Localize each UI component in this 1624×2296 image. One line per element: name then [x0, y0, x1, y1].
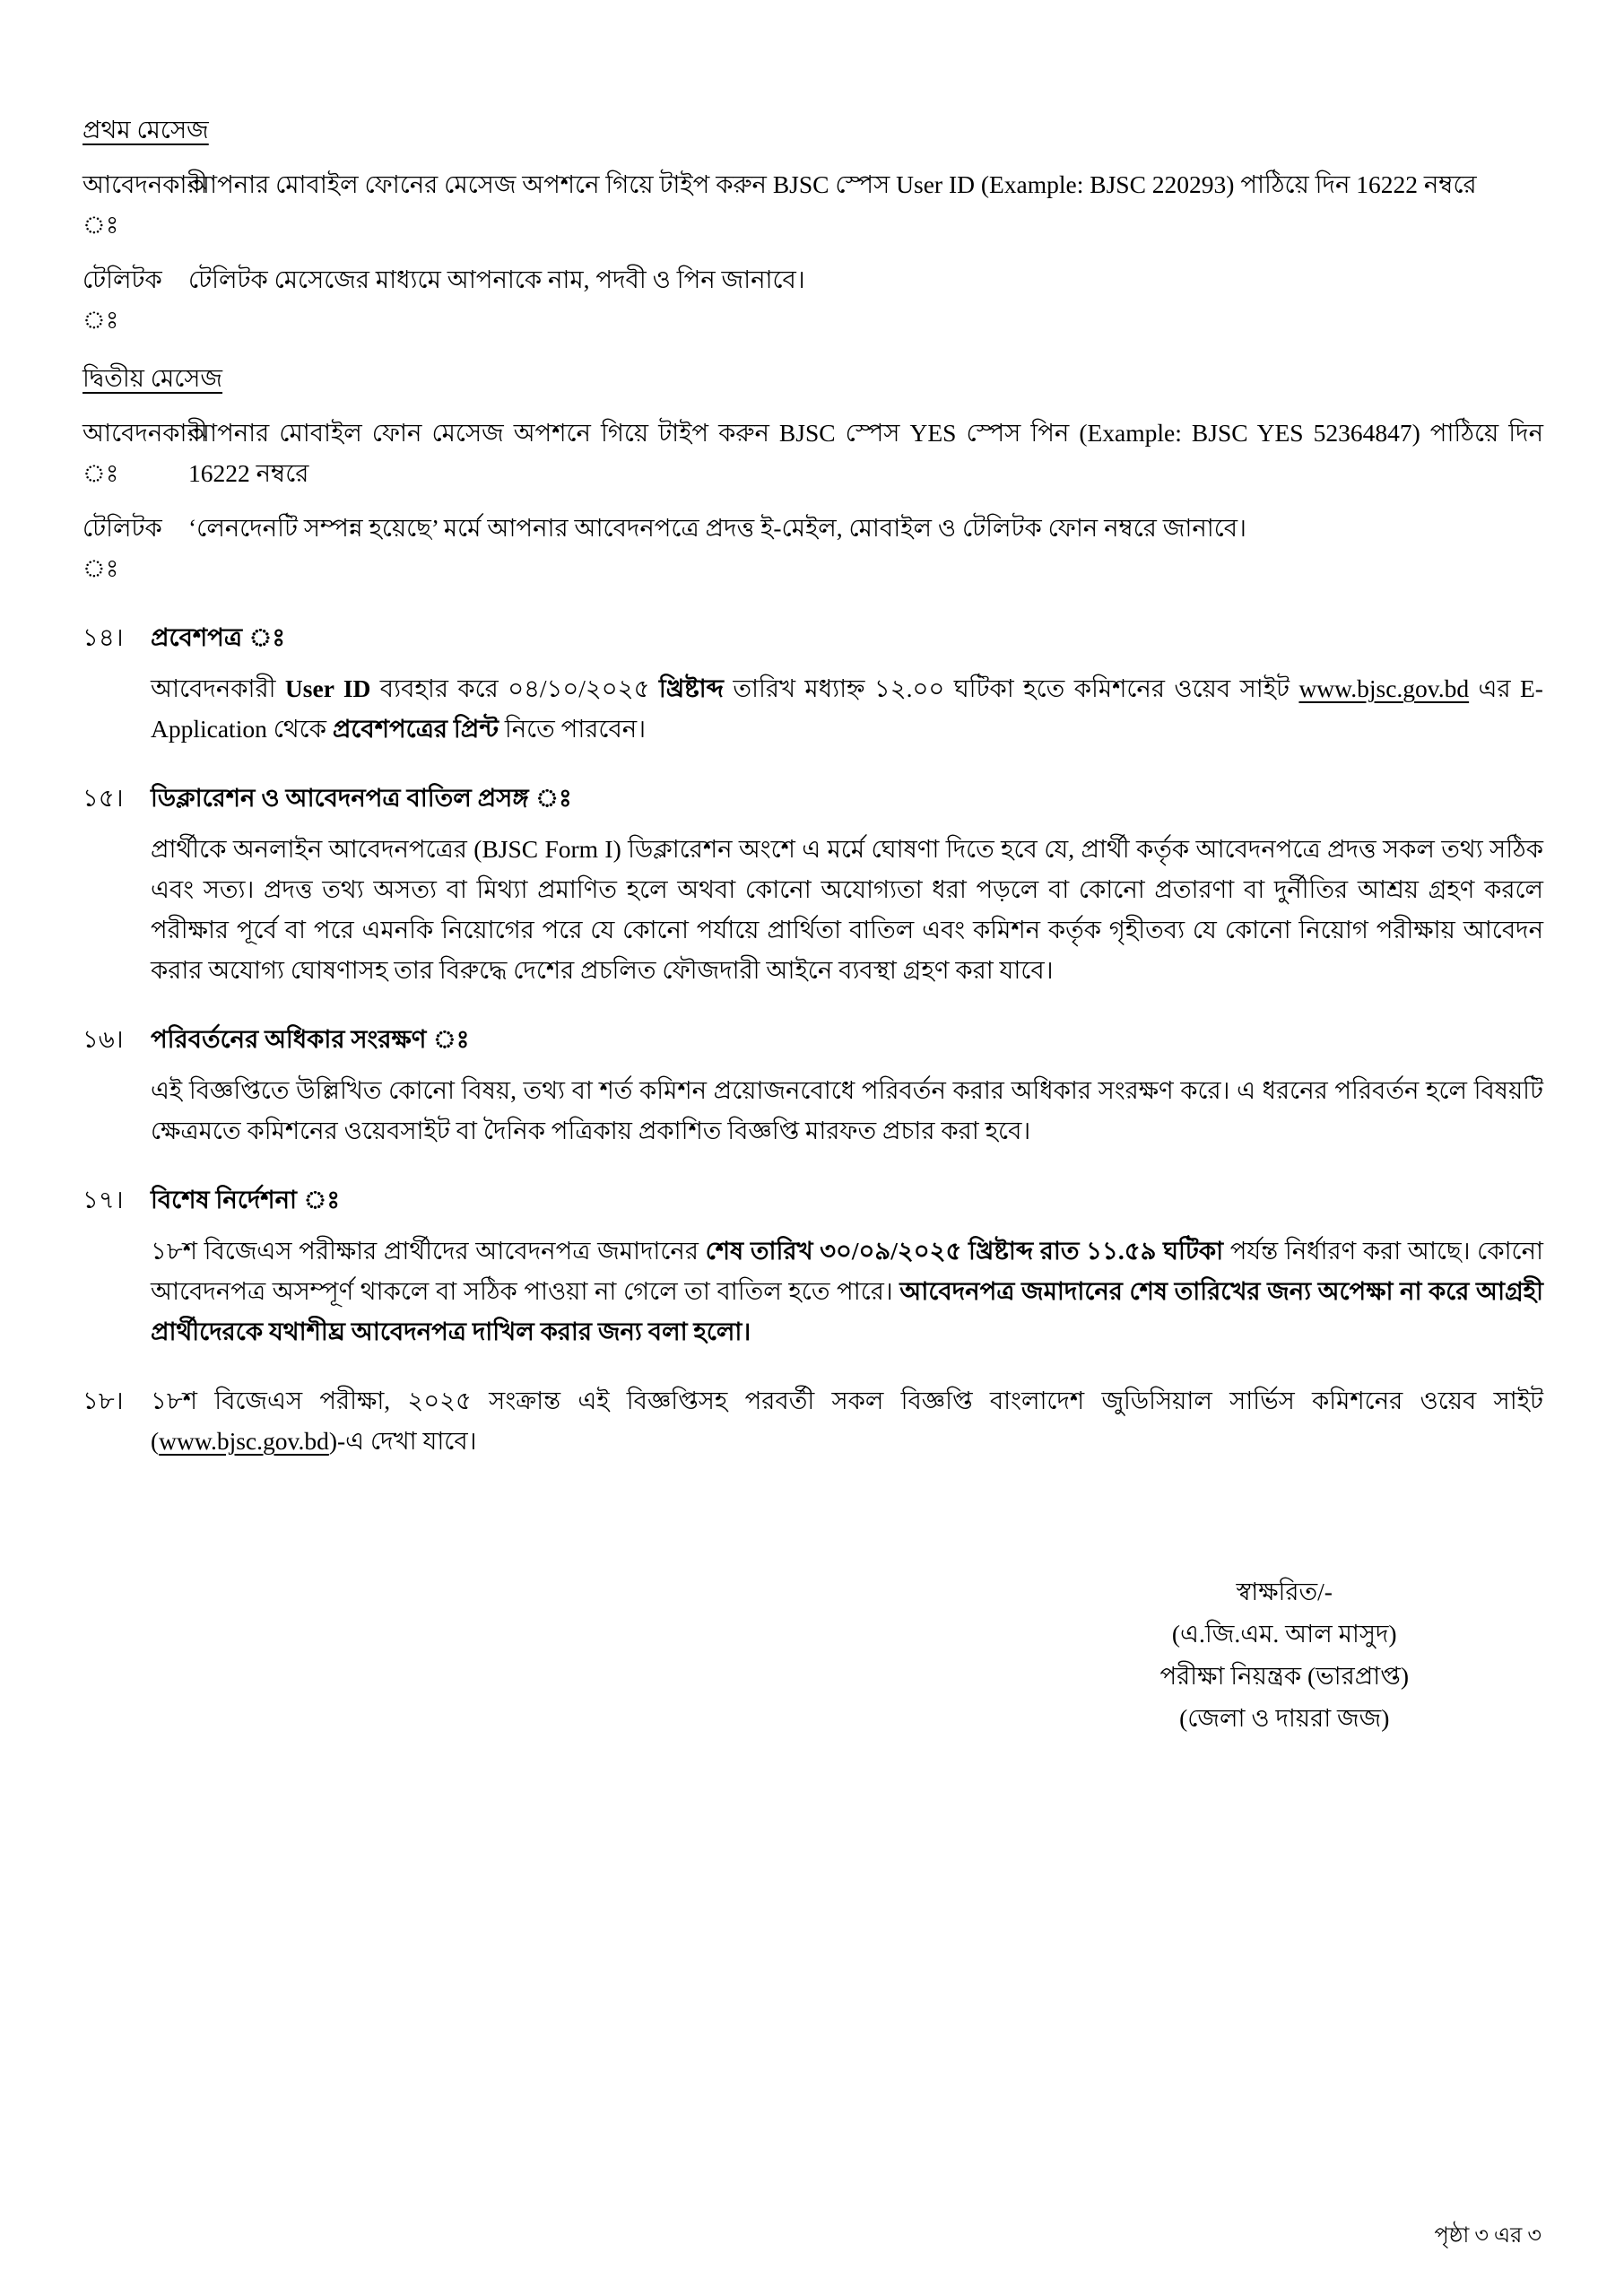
text-run: পর্যন্ত নির্ধারণ করা আছে। কোনো আবেদনপত্র অসম্পূর্ণ থাকলে বা সঠিক পাওয়া না গেলে তা বাতিল হতে পারে। [151, 1237, 1543, 1305]
section-number: ১৪। [83, 623, 124, 651]
text-run: টেলিটক মেসেজের মাধ্যমে আপনাকে নাম, পদবী ও পিন জানাবে। [188, 265, 805, 293]
section-body [151, 1070, 1543, 1151]
section-17-special-instructions [83, 1179, 1543, 1352]
row-text [188, 413, 1543, 493]
row-text [188, 508, 1543, 588]
row-label-teletalk: টেলিটক ঃ [83, 265, 162, 334]
section-content [151, 617, 1543, 749]
text-run: আপনার মোবাইল ফোন মেসেজ অপশনে গিয়ে টাইপ করুন BJSC স্পেস YES স্পেস পিন (Example: BJSC YES 52364847) পাঠিয়ে দিন 16222 নম্বরে [188, 419, 1543, 487]
section-heading: প্রবেশপত্র ঃ [151, 623, 286, 651]
section-18-website-notice [83, 1380, 1543, 1461]
signature-signed-label: স্বাক্ষরিত/- [1236, 1578, 1333, 1605]
text-run: খ্রিষ্টাব্দ [658, 674, 724, 702]
second-message-title: দ্বিতীয় মেসেজ [83, 364, 223, 392]
section-number: ১৭। [83, 1186, 124, 1213]
section-15-declaration-cancellation [83, 778, 1543, 990]
text-run: User ID [284, 674, 371, 702]
row-text [188, 164, 1543, 245]
section-content [151, 1380, 1543, 1461]
section-body [151, 668, 1543, 749]
section-body [151, 1380, 1543, 1461]
text-run: ১৮শ বিজেএস পরীক্ষার প্রার্থীদের আবেদনপত্র জমাদানের [151, 1237, 706, 1265]
applicant-message-row-2 [83, 413, 1543, 493]
signature-rank: (জেলা ও দায়রা জজ) [1179, 1704, 1390, 1732]
signature-block [1160, 1570, 1410, 1739]
text-run: আবেদনকারী [151, 674, 285, 702]
section-content [151, 1019, 1543, 1151]
section-body [151, 1231, 1543, 1352]
text-run: ১৮শ বিজেএস পরীক্ষা, ২০২৫ সংক্রান্ত এই বিজ্ঞপ্তিসহ পরবর্তী সকল বিজ্ঞপ্তি বাংলাদেশ জুডিসিয়াল সার্ভিস কমিশনের ওয়েব সাইট ( [151, 1387, 1543, 1455]
applicant-message-row-1 [83, 164, 1543, 245]
link-url[interactable]: www.bjsc.gov.bd [159, 1427, 329, 1455]
text-run: ‘লেনদেনটি সম্পন্ন হয়েছে’ মর্মে আপনার আবেদনপত্রে প্রদত্ত ই-মেইল, মোবাইল ও টেলিটক ফোন নম্বরে জানাবে। [188, 514, 1246, 542]
teletalk-message-row-1 [83, 259, 1543, 340]
text-run: এই বিজ্ঞপ্তিতে উল্লিখিত কোনো বিষয়, তথ্য বা শর্ত কমিশন প্রয়োজনবোধে পরিবর্তন করার অধিকার সংরক্ষণ করে। এ ধরনের পরিবর্তন হলে বিষয়টি ক্ষেত্রমতে কমিশনের ওয়েবসাইট বা দৈনিক পত্রিকায় প্রকাশিত বিজ্ঞপ্তি মারফত প্রচার করা হবে। [151, 1076, 1543, 1144]
section-number: ১৮। [83, 1387, 124, 1414]
page-footer: পৃষ্ঠা ৩ এর ৩ [1434, 2224, 1541, 2248]
text-run: প্রবেশপত্রের প্রিন্ট [332, 715, 499, 743]
row-label-applicant: আবেদনকারী ঃ [83, 170, 208, 239]
first-message-title: প্রথম মেসেজ [83, 116, 209, 144]
text-run: নিতে পারবেন। [498, 715, 647, 743]
text-run: আবেদনপত্র জমাদানের শেষ তারিখের জন্য অপেক্ষা না করে আগ্রহী প্রার্থীদেরকে যথাশীঘ্র আবেদনপত্র দাখিল করার জন্য বলা হলো। [151, 1277, 1543, 1345]
signature-designation: পরীক্ষা নিয়ন্ত্রক (ভারপ্রাপ্ত) [1159, 1662, 1409, 1690]
section-16-right-to-change [83, 1019, 1543, 1151]
section-number: ১৬। [83, 1025, 124, 1053]
row-label-applicant: আবেদনকারী ঃ [83, 419, 208, 487]
row-label-teletalk: টেলিটক ঃ [83, 514, 162, 582]
teletalk-message-row-2 [83, 508, 1543, 588]
text-run: প্রার্থীকে অনলাইন আবেদনপত্রের (BJSC Form I) ডিক্লারেশন অংশে এ মর্মে ঘোষণা দিতে হবে যে, প্রার্থী কর্তৃক আবেদনপত্রে প্রদত্ত সকল তথ্য সঠিক এবং সত্য। প্রদত্ত তথ্য অসত্য বা মিথ্যা প্রমাণিত হলে অথবা কোনো অযোগ্যতা ধরা পড়লে বা কোনো প্রতারণা বা দুর্নীতির আশ্রয় গ্রহণ করলে পরীক্ষার পূর্বে বা পরে এমনকি নিয়োগের পরে যে কোনো পর্যায়ে প্রার্থিতা বাতিল এবং কমিশন কর্তৃক গৃহীতব্য যে কোনো নিয়োগ পরীক্ষায় আবেদন করার অযোগ্য ঘোষণাসহ তার বিরুদ্ধে দেশের প্রচলিত ফৌজদারী আইনে ব্যবস্থা গ্রহণ করা যাবে। [151, 835, 1543, 984]
section-heading: ডিক্লারেশন ও আবেদনপত্র বাতিল প্রসঙ্গ ঃ [151, 784, 572, 812]
section-content [151, 778, 1543, 990]
text-run: ব্যবহার করে ০৪/১০/২০২৫ [370, 674, 659, 702]
text-run: শেষ তারিখ ৩০/০৯/২০২৫ খ্রিষ্টাব্দ রাত ১১.৫৯ ঘটিকা [705, 1237, 1224, 1265]
section-heading: বিশেষ নির্দেশনা ঃ [151, 1186, 340, 1213]
section-content [151, 1179, 1543, 1352]
text-run: তারিখ মধ্যাহ্ন ১২.০০ ঘটিকা হতে কমিশনের ওয়েব সাইট [723, 674, 1299, 702]
link-url[interactable]: www.bjsc.gov.bd [1298, 674, 1470, 702]
section-heading: পরিবর্তনের অধিকার সংরক্ষণ ঃ [151, 1025, 470, 1053]
signature-name: (এ.জি.এম. আল মাসুদ) [1171, 1620, 1397, 1648]
section-14-admit-card [83, 617, 1543, 749]
section-body [151, 829, 1543, 990]
text-run: আপনার মোবাইল ফোনের মেসেজ অপশনে গিয়ে টাইপ করুন BJSC স্পেস User ID (Example: BJSC 220293) পাঠিয়ে দিন 16222 নম্বরে [188, 170, 1477, 198]
text-run: এর E-Application থেকে [151, 674, 1543, 743]
section-number: ১৫। [83, 784, 124, 812]
row-text [188, 259, 1543, 340]
text-run: )-এ দেখা যাবে। [328, 1427, 477, 1455]
